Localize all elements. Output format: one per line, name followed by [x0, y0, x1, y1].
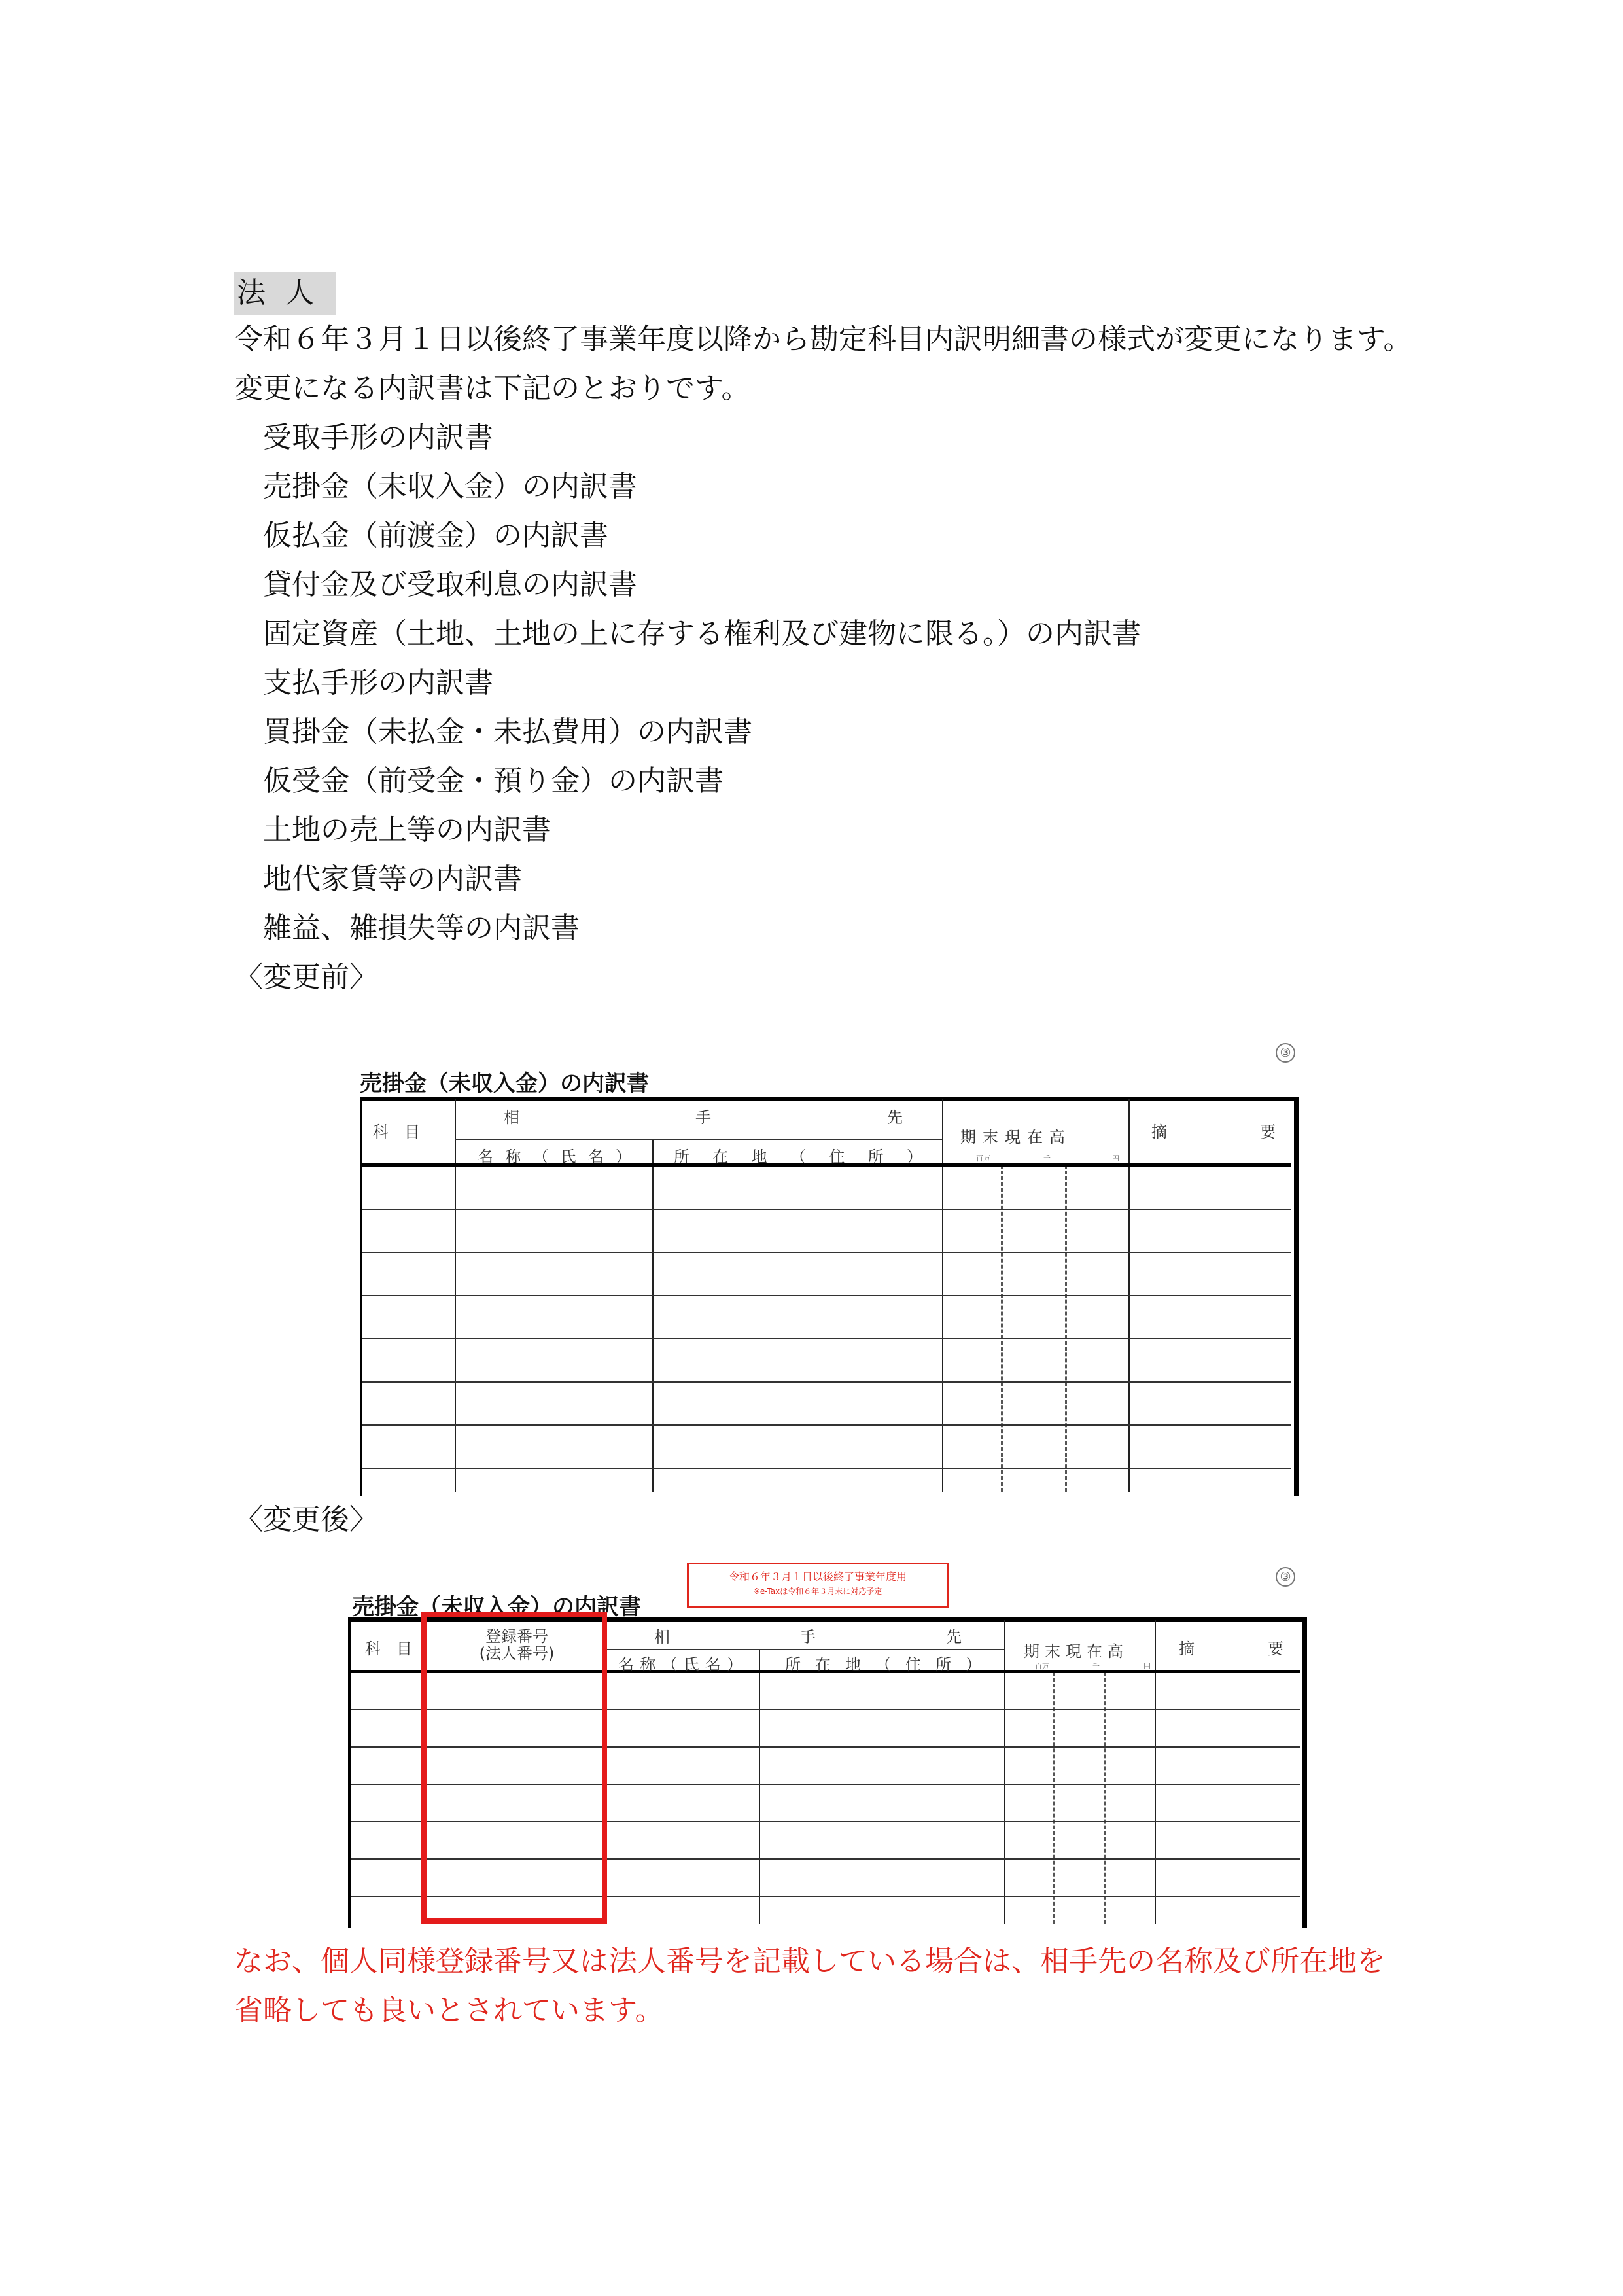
col-name: 名 称 （ 氏 名 ） [618, 1655, 742, 1674]
changed-forms-list [234, 413, 1412, 953]
list-item: 固定資産（土地、土地の上に存する権利及び建物に限る。）の内訳書 [263, 617, 1141, 650]
col-memo: 摘 要 [1179, 1640, 1283, 1658]
col-registration: 登録番号 (法人番号) [479, 1627, 555, 1663]
list-item: 雑益、雑損失等の内訳書 [263, 911, 580, 945]
list-item: 貸付金及び受取利息の内訳書 [263, 568, 637, 601]
list-item: 売掛金（未収入金）の内訳書 [263, 470, 637, 503]
col-address: 所 在 地 （ 住 所 ） [785, 1655, 981, 1674]
intro-line-1: 令和６年３月１日以後終了事業年度以降から勘定科目内訳明細書の様式が変更になります。 [234, 323, 1412, 356]
col-name: 名 称 （ 氏 名 ） [478, 1148, 631, 1166]
list-item: 受取手形の内訳書 [263, 421, 493, 454]
list-item: 買掛金（未払金・未払費用）の内訳書 [263, 715, 752, 749]
document-body [234, 272, 1412, 1002]
col-partner: 相 手 先 [654, 1628, 962, 1646]
list-item: 仮受金（前受金・預り金）の内訳書 [263, 764, 724, 798]
list-item: 地代家賃等の内訳書 [263, 862, 522, 896]
form-title: 売掛金（未収入金）の内訳書 [352, 1594, 641, 1620]
section-badge: 法人 [234, 272, 1412, 315]
col-balance: 期末現在高 [1024, 1642, 1128, 1661]
note-line-2: 省略しても良いとされています。 [234, 1994, 664, 2027]
intro-line-2: 変更になる内訳書は下記のとおりです。 [234, 372, 750, 405]
form-title: 売掛金（未収入金）の内訳書 [360, 1070, 649, 1097]
col-subject: 科 目 [373, 1123, 420, 1141]
form-number: ③ [1276, 1567, 1295, 1587]
col-balance: 期末現在高 [960, 1128, 1072, 1146]
form-before-image: ③ 売掛金（未収入金）の内訳書 科 目 相 手 先 名 称 （ 氏 名 ） 所 在 地 （ 住 所 ） 期末現在高 百万 千 円 摘 要 [353, 1027, 1302, 1492]
list-item: 仮払金（前渡金）の内訳書 [263, 519, 608, 552]
col-address: 所 在 地 （ 住 所 ） [674, 1148, 922, 1166]
form-after-image: ③ 令和６年３月１日以後終了事業年度用 ※e-Taxは令和６年３月末に対応予定 売掛金（未収入金）の内訳書 科 目 登録番号 (法人番号) 相 手 先 名 称 （ 氏 名 ） 所 在 地 （ 住 所 ） 期末現在高 百万 千 円 摘 要 [340, 1557, 1308, 1924]
col-subject: 科 目 [365, 1640, 412, 1658]
col-partner: 相 手 先 [504, 1108, 903, 1127]
list-item: 支払手形の内訳書 [263, 666, 493, 699]
list-item: 土地の売上等の内訳書 [263, 813, 551, 847]
form-year-stamp: 令和６年３月１日以後終了事業年度用 ※e-Taxは令和６年３月末に対応予定 [687, 1563, 949, 1608]
note-line-1: なお、個人同様登録番号又は法人番号を記載している場合は、相手先の名称及び所在地を [234, 1945, 1386, 1978]
registration-column-highlight [421, 1612, 607, 1924]
after-label: 〈変更後〉 [234, 1503, 378, 1536]
note-paragraph [234, 1937, 1412, 2035]
form-number: ③ [1276, 1043, 1295, 1063]
before-label: 〈変更前〉 [234, 961, 378, 994]
col-memo: 摘 要 [1151, 1123, 1276, 1141]
